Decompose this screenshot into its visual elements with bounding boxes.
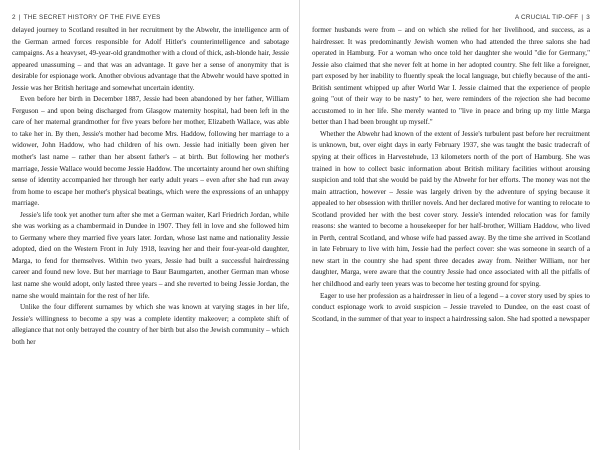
left-head-text [12,14,161,21]
left-running-title: THE SECRET HISTORY OF THE FIVE EYES [23,14,161,21]
right-page [300,0,600,450]
right-body-text [312,25,590,325]
paragraph: former husbands were from – and on which she relied for her livelihood, and success, as a hairdresser. It was predominantly Jewish women who had attended the three salons she had operated in Hamburg. For a woman who once told her daughter she would "die for Germany," Jessie also claimed that she never felt at home in her adopted country. She felt like a foreigner, part exposed by her inability to fluently speak the local language, but chiefly because of the anti-British sentiment whipped up after World War I. Jessie claimed that the experience of people going "out of their way to be nasty" to her, were reminders of the rejection she had become accustomed to in her life. She merely wanted to "live in peace and bring up my little Marga better than I had been brought up myself." [312,26,590,127]
head-separator: | [581,14,584,21]
paragraph: delayed journey to Scotland resulted in her recruitment by the Abwehr, the intelligence arm of the German armed forces responsible for Adolf Hitler's counterintelligence and sabotage campaigns. As a heavyset, 49-year-old grandmother with a cloud of thick, ash-blonde hair, Jessie appeared unassuming – and that was an advantage. It gave her a sense of anonymity that is desirable for espionage work. Another obvious advantage that the Abwehr would have spotted in Jessie was her British heritage and somewhat uncertain identity. [12,26,289,92]
head-separator: | [18,14,21,21]
right-running-title: A CRUCIAL TIP-OFF [514,14,579,21]
paragraph: Even before her birth in December 1887, Jessie had been abandoned by her father, William Ferguson – and upon being discharged from Glasgow maternity hospital, had been left in the care of her maternal grandmother for five years before her mother, Elizabeth Wallace, was able to take her in. By then, Jessie's mother had become Mrs. Haddow, following her marriage to a widower, John Haddow, who had children of his own. Jessie had initially been given her mother's last name – rather than her absent father's – at birth. But following her mother's marriage, Jessie Wallace would become Jessie Haddow. The uncertainty around her own shifting sense of identity accompanied her through her early adult years – even after she had run away from home to escape her mother's physical beatings, which were the expressions of an unhappy marriage. [12,95,289,208]
left-running-head [12,0,289,21]
paragraph: Jessie's life took yet another turn after she met a German waiter, Karl Friedrich Jordan, while she was working as a chambermaid in Dundee in 1907. They fell in love and she followed him to Germany where they married five years later. Jordan, whose last name and nationality Jessie adopted, died on the Western Front in July 1918, leaving her and their four-year-old daughter, Marga, to fend for themselves. Within two years, Jessie had built a successful hairdressing career and found new love. But her marriage to Baur Baumgarten, another German man whose last name she would adopt, only lasted three years – and she reverted to being Jessie Jordan, the name she would maintain for the rest of her life. [12,210,289,300]
right-head-text [515,14,590,21]
right-page-number: 3 [586,14,590,21]
left-page-number: 2 [12,14,16,21]
paragraph: Eager to use her profession as a hairdresser in lieu of a legend – a cover story used by spies to conduct espionage work to avoid suspicion – Jessie traveled to Dundee, on the east coast of Scotland, in the summer of that year to inspect a hairdressing salon. She had spotted a newspaper [312,291,590,323]
right-running-head [312,0,590,21]
left-body-text [12,25,289,348]
paragraph: Whether the Abwehr had known of the extent of Jessie's turbulent past before her recruitment is unknown, but, over eight days in early February 1937, she was taught the basic tradecraft of spying at their offices in Harvestehude, 13 kilometers north of the port of Hamburg. She was trained in how to collect basic information about British military facilities without arousing suspicion and told that she would be paid by the Abwehr for her efforts. The money was not the main attraction, however – Jessie was largely driven by the adventure of spying because it appealed to her obsession with thriller novels. And her declared motive for wanting to relocate to Scotland provided her with the best cover story. Jessie's intended relocation was for family reasons: she wanted to become a housekeeper for her half-brother, William Haddow, who lived in Perth, central Scotland, and whose wife had passed away. By the time she arrived in Scotland in late February to live with him, Jessie had the perfect cover: she was someone in search of a new start in the country she had spent three decades away from. Neither William, nor her daughter, Marga, were aware that the country Jessie had once associated with all the pitfalls of her childhood and early teen years was to become her testing ground for spying. [312,129,590,289]
paragraph: Unlike the four different surnames by which she was known at varying stages in her life, Jessie's willingness to become a spy was a complete identity makeover; a complete shift of allegiance that not only betrayed the country of her birth but also the Jewish community – which both her [12,303,289,346]
